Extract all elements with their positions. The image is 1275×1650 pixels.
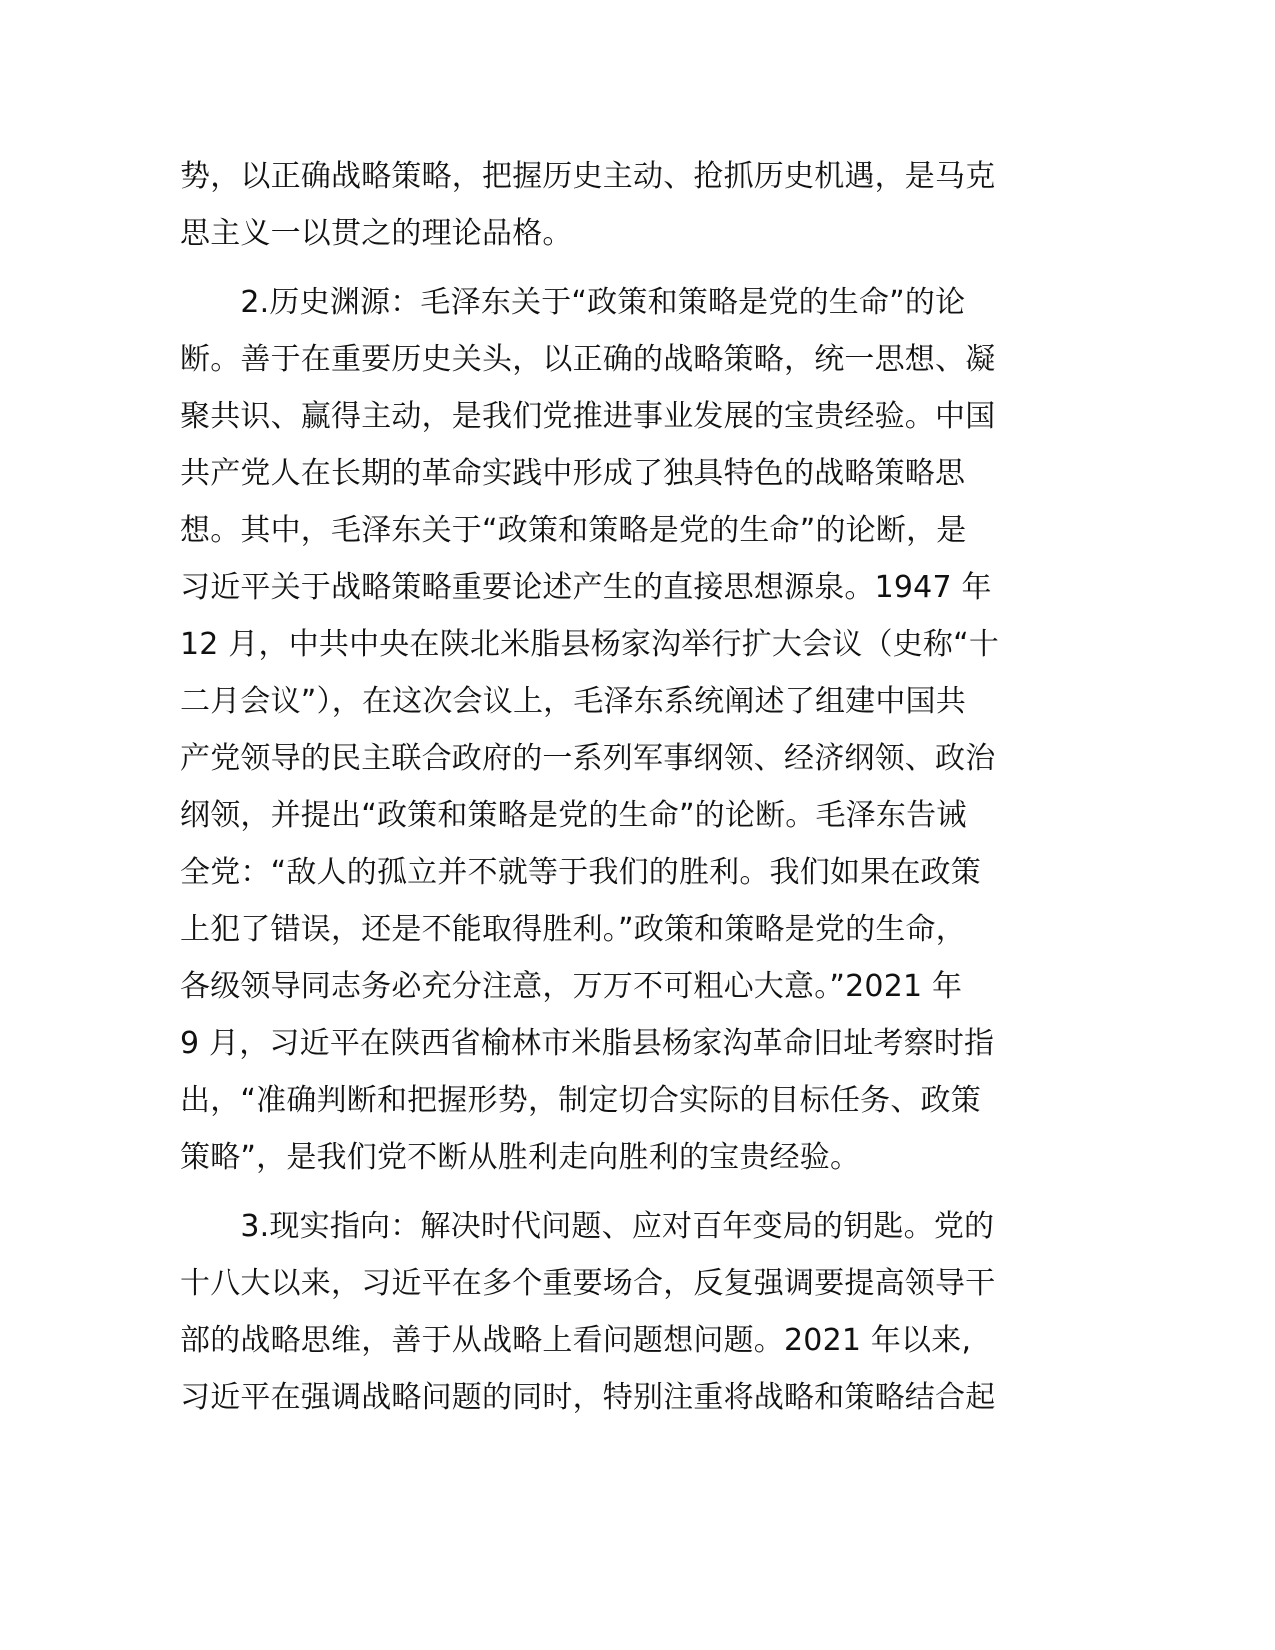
text-line: 二月会议”），在这次会议上，毛泽东系统阐述了组建中国共 [180, 684, 966, 719]
text-line: 纲领，并提出“政策和策略是党的生命”的论断。毛泽东告诫 [180, 798, 967, 833]
text-line: 各级领导同志务必充分注意，万万不可粗心大意。”2021 年 [180, 969, 963, 1004]
text-line: 聚共识、赢得主动，是我们党推进事业发展的宝贵经验。中国 [180, 399, 996, 434]
text-line: 9 月，习近平在陕西省榆林市米脂县杨家沟革命旧址考察时指 [180, 1026, 995, 1061]
paragraph-2 [180, 274, 1040, 1186]
text-line: 上犯了错误，还是不能取得胜利。”政策和策略是党的生命， [180, 912, 966, 947]
text-line: 共产党人在长期的革命实践中形成了独具特色的战略策略思 [180, 456, 966, 491]
text-line: 全党：“敌人的孤立并不就等于我们的胜利。我们如果在政策 [180, 855, 981, 890]
text-line: 3.现实指向：解决时代问题、应对百年变局的钥匙。党的 [180, 1209, 995, 1244]
text-line: 势，以正确战略策略，把握历史主动、抢抓历史机遇，是马克 [180, 159, 996, 194]
body-text [180, 148, 1040, 1426]
text-line: 想。其中，毛泽东关于“政策和策略是党的生命”的论断，是 [180, 513, 967, 548]
paragraph-1 [180, 148, 1040, 262]
paragraph-3 [180, 1198, 1040, 1426]
text-line: 2.历史渊源：毛泽东关于“政策和策略是党的生命”的论 [180, 285, 966, 320]
text-line: 部的战略思维，善于从战略上看问题想问题。2021 年以来, [180, 1323, 972, 1358]
text-line: 12 月，中共中央在陕北米脂县杨家沟举行扩大会议（史称“十 [180, 627, 1000, 662]
text-line: 十八大以来，习近平在多个重要场合，反复强调要提高领导干 [180, 1266, 996, 1301]
text-line: 策略”，是我们党不断从胜利走向胜利的宝贵经验。 [180, 1140, 861, 1175]
text-line: 习近平在强调战略问题的同时，特别注重将战略和策略结合起 [180, 1380, 996, 1415]
text-line: 产党领导的民主联合政府的一系列军事纲领、经济纲领、政治 [180, 741, 996, 776]
text-line: 习近平关于战略策略重要论述产生的直接思想源泉。1947 年 [180, 570, 992, 605]
text-line: 出，“准确判断和把握形势，制定切合实际的目标任务、政策 [180, 1083, 981, 1118]
text-line: 断。善于在重要历史关头，以正确的战略策略，统一思想、凝 [180, 342, 996, 377]
text-line: 思主义一以贯之的理论品格。 [180, 216, 573, 251]
